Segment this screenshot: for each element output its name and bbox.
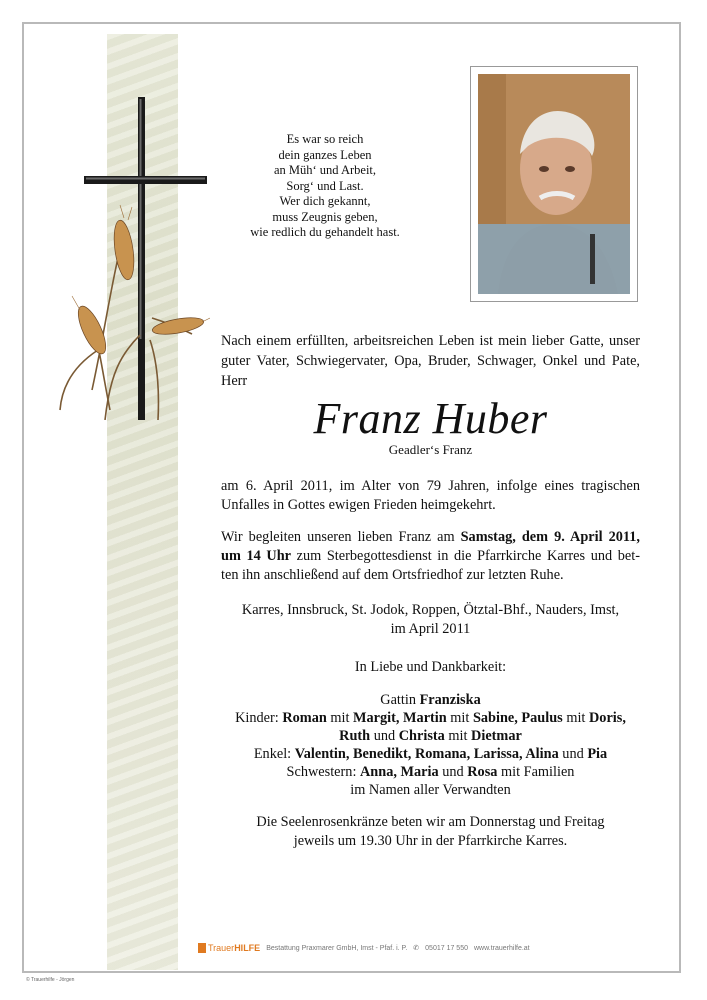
footer-phone: 05017 17 550 [425,944,468,952]
funeral-notice [221,528,640,585]
places-date [221,601,640,639]
portrait-photo [478,74,630,294]
rosary-line: Die Seelenrosenkränze beten wir am Donnerstag und Freitag [256,814,605,830]
death-line: am 6. April 2011, im Alter von 79 Jahren, infolge eines tragischen [221,478,640,494]
intro-text [221,331,640,391]
date-line: im April 2011 [390,621,471,637]
footer-web: www.trauerhilfe.at [473,944,530,952]
intro-line: Nach einem erfüllten, arbeitsreichen Leben ist mein lieber Gatte, unser [221,333,640,349]
funeral-line-1: Wir begleiten unseren lieben Franz am Samstag, dem 9. April 2011, [221,529,640,545]
deceased-name: Franz Huber [313,394,548,443]
cross-wheat-icon [40,90,210,420]
poem-line: muss Zeugnis geben, [272,209,378,224]
mourner-grandchildren: Enkel: Valentin, Benedikt, Romana, Larissa, Alina und Pia [253,746,608,762]
places-line: Karres, Innsbruck, St. Jodok, Roppen, Ötztal-Bhf., Nauders, Imst, [241,602,620,618]
mourner-children: Kinder: Roman mit Margit, Martin mit Sabine, Paulus mit Doris, [235,710,626,726]
death-line: Unfalles in Gottes ewigen Frieden heimgekehrt. [221,497,496,513]
mourner-children-2: Ruth und Christa mit Dietmar [339,728,522,744]
poem-line: wie redlich du gehandelt hast. [250,225,400,239]
rosary-line: jeweils um 19.30 Uhr in der Pfarrkirche Karres. [293,833,568,849]
funeral-line-2: um 14 Uhr zum Sterbegottesdienst in die Pfarrkirche Karres und bet- [221,548,640,564]
poem-line: Sorg‘ und Last. [286,178,364,193]
mourner-sisters: Schwestern: Anna, Maria und Rosa mit Familien [286,764,575,780]
poem-line: Wer dich gekannt, [279,194,371,208]
deceased-nickname: Geadler‘s Franz [388,442,473,457]
funeral-line-3: ten ihn anschließend auf dem Ortsfriedhof zur letzten Ruhe. [221,567,564,583]
logo-text: TrauerHILFE [208,943,261,953]
portrait-frame [470,66,638,302]
trauerhilfe-logo [198,943,260,953]
death-notice [221,477,640,515]
mourners-list [221,691,640,799]
mourner-relatives: im Namen aller Verwandten [350,782,511,798]
poem-line: dein ganzes Leben [278,147,372,162]
copyright: © Trauerhilfe - Jörgen [26,977,75,983]
poem-line: an Müh‘ und Arbeit, [273,163,377,177]
footer [198,943,530,953]
mourner-wife: Gattin Franziska [380,692,481,708]
poem-line: Es war so reich [286,132,364,146]
rosary-notice [221,813,640,851]
gratitude-line: In Liebe und Dankbarkeit: [354,659,507,675]
phone-icon: ✆ [413,945,420,952]
intro-line: guter Vater, Schwiegervater, Opa, Bruder, Schwager, Onkel und Pate, Herr [221,353,640,389]
footer-company: Bestattung Praxmarer GmbH, Imst - Pfaf. i. P. [266,944,408,952]
poem [230,132,420,241]
logo-mark-icon [198,943,206,953]
